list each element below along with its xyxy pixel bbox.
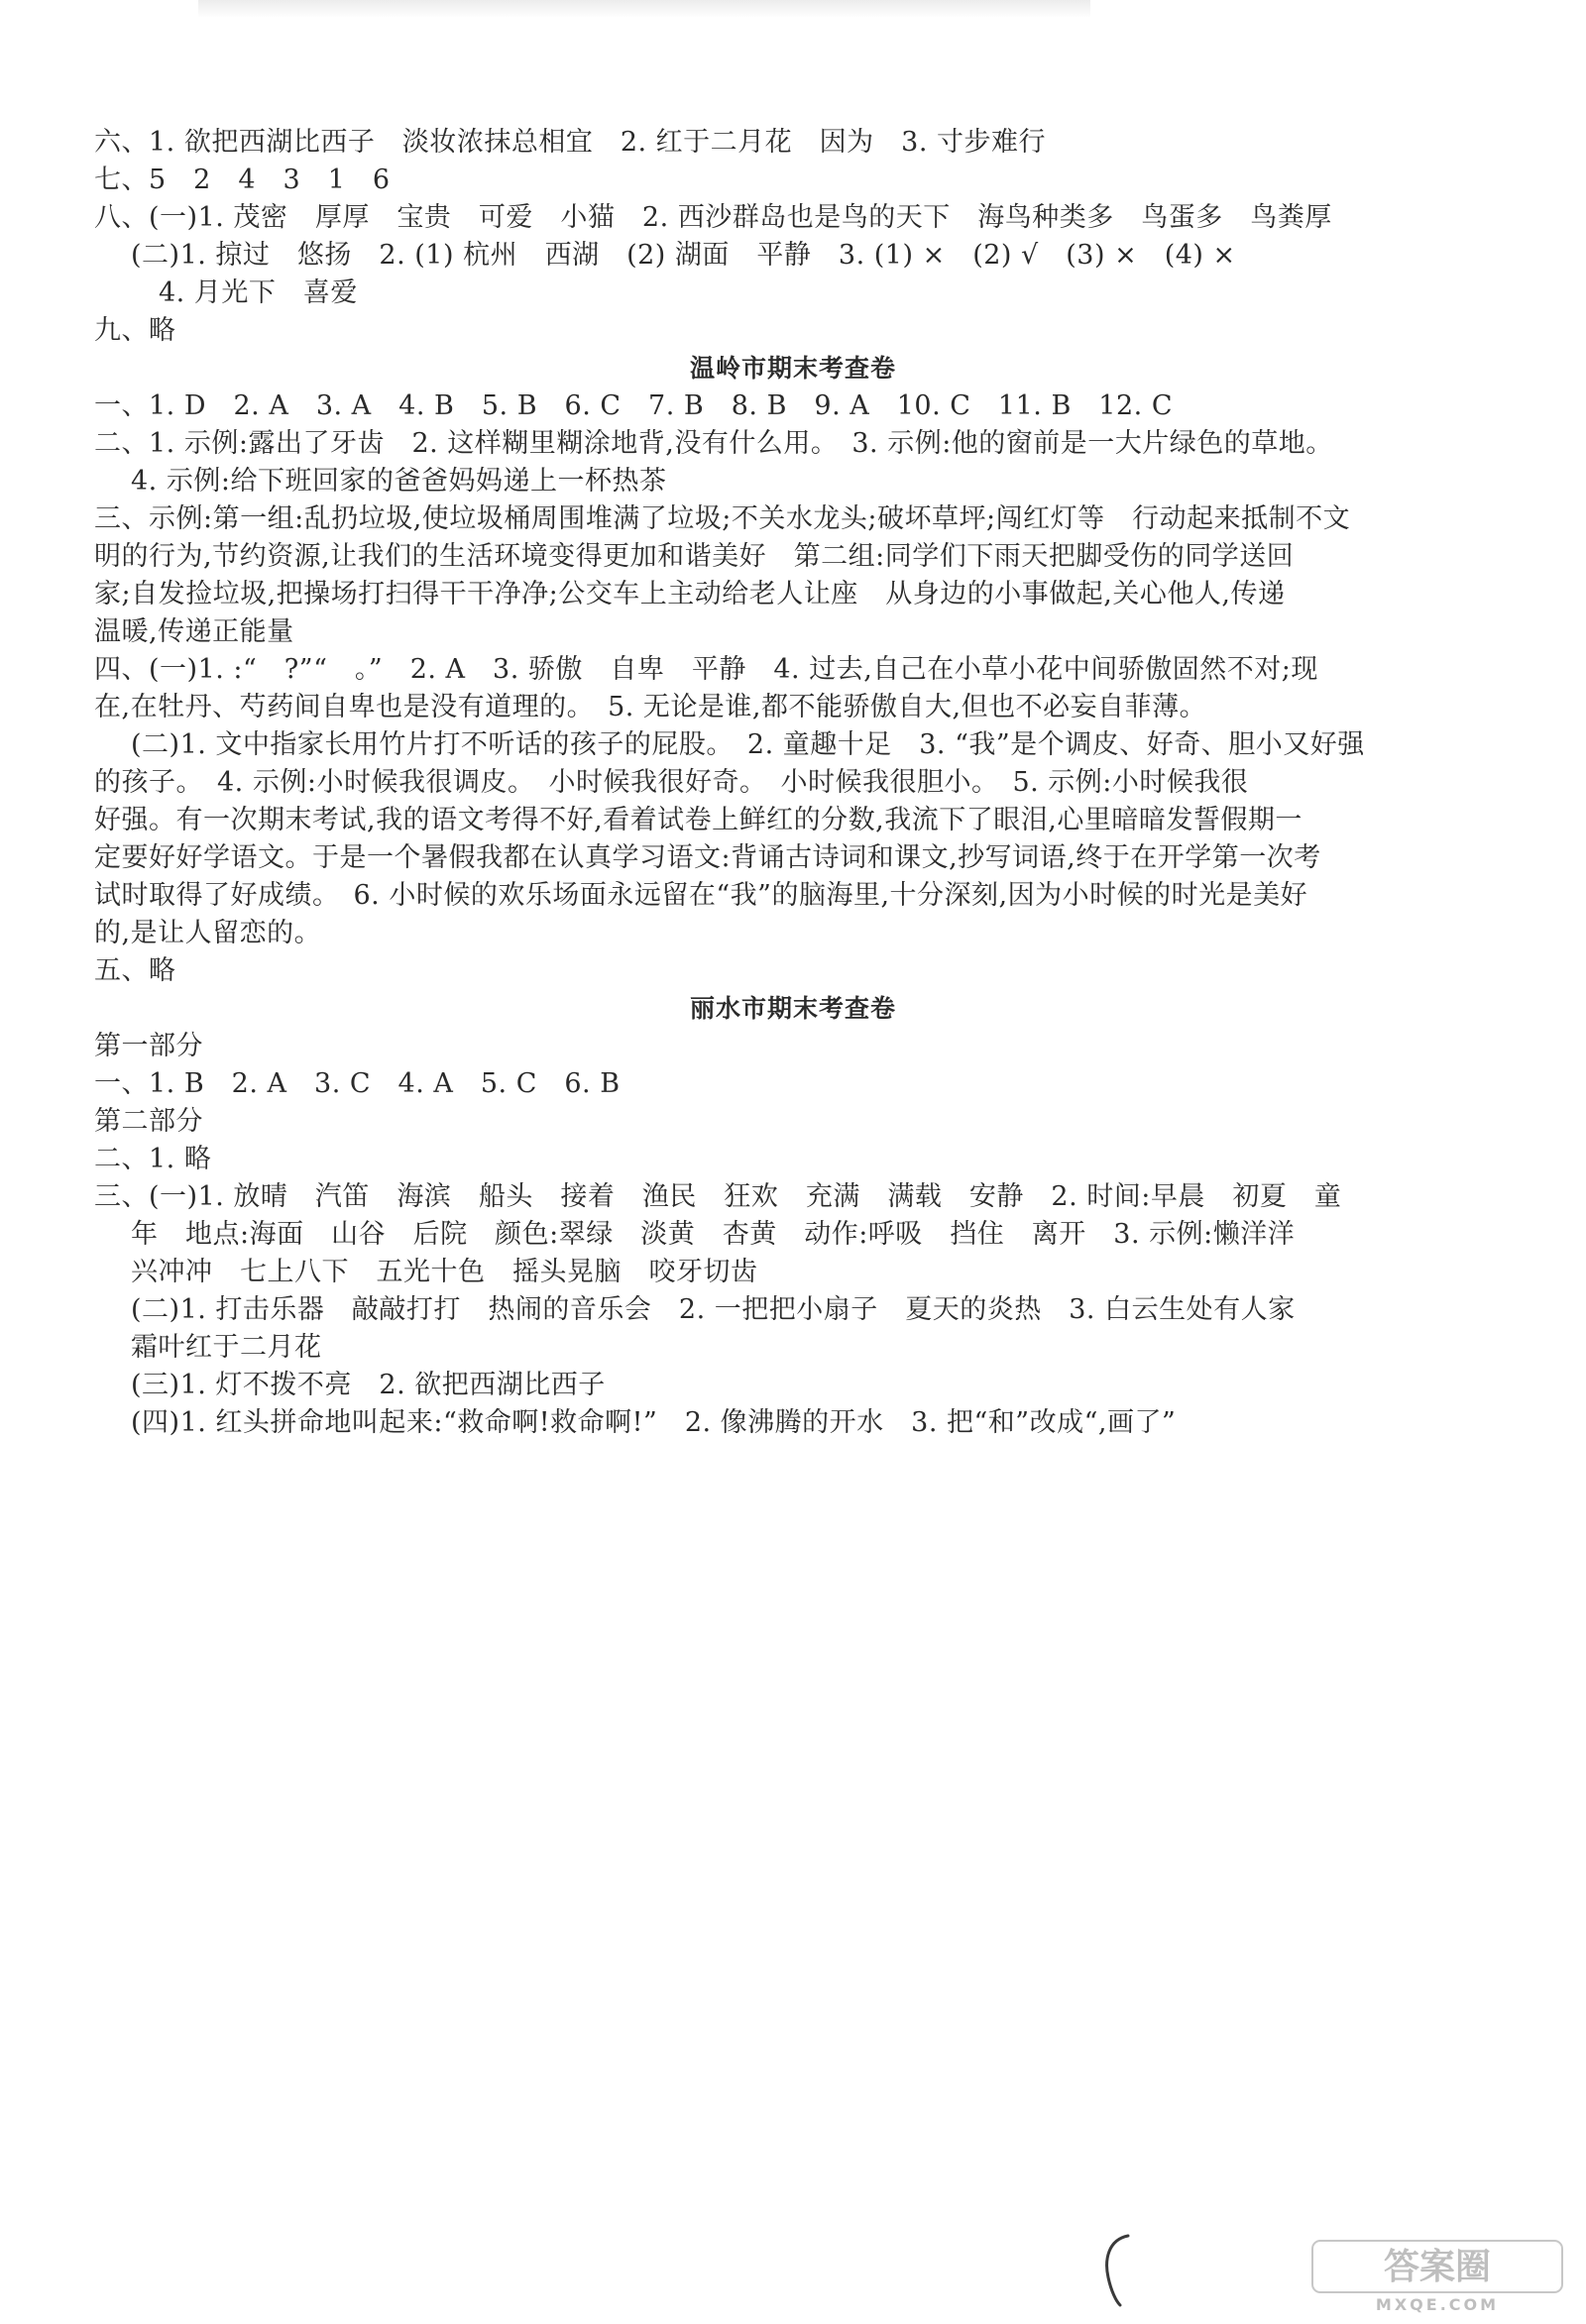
- lishui-line-2: 二、1. 略: [94, 1144, 212, 1174]
- wenling-line-4-part2-cont1: 的孩子。 4. 示例:小时候我很调皮。 小时候我很好奇。 小时候我很胆小。 5. 示例:小时候我很: [94, 767, 1249, 798]
- svg-text:答案圈: 答案圈: [1383, 2247, 1492, 2287]
- answer-line-9: 九、略: [94, 315, 176, 346]
- lishui-line-3-part2-cont: 霜叶红于二月花: [131, 1332, 322, 1363]
- lishui-line-3-cont1: 年 地点:海面 山谷 后院 颜色:翠绿 淡黄 杏黄 动作:呼吸 挡住 离开 3. 示例:懒洋洋: [131, 1219, 1296, 1250]
- lishui-line-3-cont2: 兴冲冲 七上八下 五光十色 摇头晃脑 咬牙切齿: [131, 1257, 758, 1287]
- lishui-part-two-label: 第二部分: [94, 1106, 203, 1137]
- wenling-line-4-part2-cont3: 定要好好学语文。于是一个暑假我都在认真学习语文:背诵古诗词和课文,抄写词语,终于在开学第一次考: [94, 842, 1321, 873]
- page-mark-icon: [1098, 2230, 1138, 2309]
- wenling-line-3-cont2: 家;自发捡垃圾,把操场打扫得干干净净;公交车上主动给老人让座 从身边的小事做起,关心他人,传递: [94, 579, 1286, 609]
- lishui-line-1: 一、1. B 2. A 3. C 4. A 5. C 6. B: [94, 1068, 621, 1099]
- answer-line-8-part2: (二)1. 掠过 悠扬 2. (1) 杭州 西湖 (2) 湖面 平静 3. (1) × (2) √ (3) × (4) ×: [131, 240, 1236, 271]
- wenling-line-3: 三、示例:第一组:乱扔垃圾,使垃圾桶周围堆满了垃圾;不关水龙头;破坏草坪;闯红灯等 行动起来抵制不文: [94, 503, 1351, 534]
- lishui-line-3-part2: (二)1. 打击乐器 敲敲打打 热闹的音乐会 2. 一把把小扇子 夏天的炎热 3. 白云生处有人家: [131, 1294, 1296, 1325]
- wenling-line-2-cont: 4. 示例:给下班回家的爸爸妈妈递上一杯热茶: [131, 466, 667, 497]
- section-title-wenling: 温岭市期末考查卷: [689, 354, 896, 383]
- lishui-line-3: 三、(一)1. 放晴 汽笛 海滨 船头 接着 渔民 狂欢 充满 满载 安静 2. 时间:早晨 初夏 童: [94, 1181, 1342, 1212]
- lishui-line-3-part3: (三)1. 灯不拨不亮 2. 欲把西湖比西子: [131, 1370, 606, 1400]
- wenling-line-5: 五、略: [94, 955, 176, 986]
- wenling-line-4-part2-cont2: 好强。有一次期末考试,我的语文考得不好,看着试卷上鲜红的分数,我流下了眼泪,心里暗暗发誓假期一: [94, 805, 1303, 835]
- answer-line-6: 六、1. 欲把西湖比西子 淡妆浓抹总相宜 2. 红于二月花 因为 3. 寸步难行: [94, 127, 1047, 158]
- wenling-line-4-part2: (二)1. 文中指家长用竹片打不听话的孩子的屁股。 2. 童趣十足 3. “我”是个调皮、好奇、胆小又好强: [131, 729, 1365, 760]
- wenling-line-2: 二、1. 示例:露出了牙齿 2. 这样糊里糊涂地背,没有什么用。 3. 示例:他的窗前是一大片绿色的草地。: [94, 428, 1333, 459]
- answer-line-8-part1: 八、(一)1. 茂密 厚厚 宝贵 可爱 小猫 2. 西沙群岛也是鸟的天下 海鸟种类多 鸟蛋多 鸟粪厚: [94, 202, 1332, 233]
- svg-text:MXQE.COM: MXQE.COM: [1375, 2295, 1500, 2314]
- answer-line-7: 七、5 2 4 3 1 6: [94, 165, 391, 195]
- scan-smudge: [198, 0, 1090, 18]
- wenling-line-1: 一、1. D 2. A 3. A 4. B 5. B 6. C 7. B 8. B 9. A 10. C 11. B 12. C: [94, 390, 1173, 421]
- wenling-line-4-part2-cont5: 的,是让人留恋的。: [94, 918, 322, 948]
- lishui-line-3-part4: (四)1. 红头拼命地叫起来:“救命啊!救命啊!” 2. 像沸腾的开水 3. 把“和”改成“,画了”: [131, 1407, 1177, 1438]
- watermark-logo-icon: [1308, 2235, 1566, 2316]
- wenling-line-3-cont1: 明的行为,节约资源,让我们的生活环境变得更加和谐美好 第二组:同学们下雨天把脚受伤的同学送回: [94, 541, 1295, 572]
- wenling-line-4: 四、(一)1. :“ ?”“ 。” 2. A 3. 骄傲 自卑 平静 4. 过去,自己在小草小花中间骄傲固然不对;现: [94, 654, 1318, 685]
- wenling-line-4-cont: 在,在牡丹、芍药间自卑也是没有道理的。 5. 无论是谁,都不能骄傲自大,但也不必妄自菲薄。: [94, 692, 1207, 722]
- answer-line-8-part2-cont: 4. 月光下 喜爱: [159, 277, 358, 308]
- wenling-line-4-part2-cont4: 试时取得了好成绩。 6. 小时候的欢乐场面永远留在“我”的脑海里,十分深刻,因为小时候的时光是美好: [94, 880, 1308, 911]
- wenling-line-3-cont3: 温暖,传递正能量: [94, 616, 294, 647]
- lishui-part-one-label: 第一部分: [94, 1031, 203, 1061]
- section-title-lishui: 丽水市期末考查卷: [689, 994, 896, 1023]
